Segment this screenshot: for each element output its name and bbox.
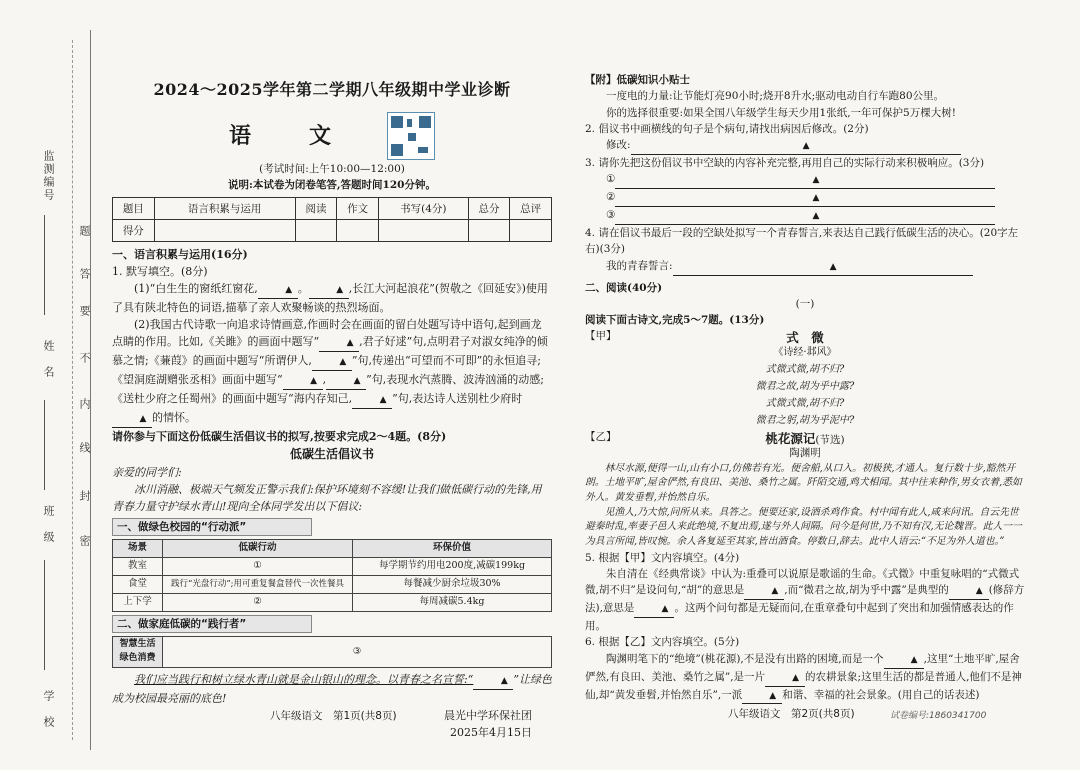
table-header: 低碳行动 <box>163 540 353 558</box>
label-yi: 【乙】 <box>585 431 617 444</box>
score-header: 语言积累与运用 <box>154 198 295 220</box>
answer-blank[interactable]: ▲ <box>473 671 513 690</box>
page-footer: 八年级语文 第1页(共8页) <box>270 710 397 722</box>
question-6: 6. 根据【乙】文内容填空。(5分) <box>585 636 740 649</box>
seal-char: 答 <box>78 268 91 281</box>
answer-blank[interactable]: ▲ <box>615 189 995 207</box>
poem-line: 微君之故,胡为乎中露? <box>755 381 855 393</box>
greeting: 亲爱的同学们: <box>112 465 182 479</box>
answer-blank[interactable]: ▲ <box>615 171 995 189</box>
seal-char: 密 <box>78 535 91 548</box>
name-label: 姓 名 <box>42 340 55 379</box>
score-table <box>112 197 552 242</box>
score-header: 总评 <box>510 198 552 220</box>
poem-line: 式微式微,胡不归? <box>765 364 845 376</box>
score-header: 书写(4分) <box>378 198 468 220</box>
instruction: 请你参与下面这份低碳生活倡议书的拟写,按要求完成2～4题。(8分) <box>112 430 447 444</box>
answer-blank[interactable]: ▲ <box>319 333 359 352</box>
exam-note: 说明:本试卷为闭卷笔答,答题时间120分钟。 <box>228 179 436 192</box>
score-header: 阅读 <box>295 198 337 220</box>
section-heading: 二、阅读(40分) <box>585 281 663 294</box>
poem-line: 微君之躬,胡为乎泥中? <box>755 415 855 427</box>
exam-title: 2024～2025学年第二学期八年级期中学业诊断 <box>153 80 511 99</box>
question-1-2: (2)我国古代诗歌一向追求诗情画意,作画时会在画面的留白处题写诗中语句,起到画龙点睛的作用。比如,《关雎》的画面中题写“ ▲ ,君子好逑”句,点明君子对淑女纯净的倾慕之情;《蒹葭》的画面中题写“所谓伊人, ▲ ”句,传递出“可望而不可即”的永恒追寻;《望洞庭湖赠张丞相》画面中题写“ ▲ , ▲ ”句,表现水汽蒸腾、波涛汹涌的动感;《送杜少府之任蜀州》的画面中题写“海内存知己, ▲ ”句,表达诗人送别杜少府时▲ 的情怀。 <box>112 316 552 428</box>
table-header: 场景 <box>113 540 163 558</box>
score-row-label: 得分 <box>113 220 155 242</box>
answer-blank[interactable]: ▲ <box>765 669 805 687</box>
exam-number-label: 监测编号 <box>42 150 55 202</box>
tips-line: 一度电的力量:让节能灯亮90小时;烧开8升水;驱动电动自行车跑80公里。 <box>606 90 945 103</box>
tips-title: 【附】低碳知识小贴士 <box>585 74 690 86</box>
seal-line <box>72 40 73 740</box>
binding-margin <box>0 0 100 770</box>
prose-paragraph: 见渔人,乃大惊,问所从来。具答之。便要还家,设酒杀鸡作食。村中闻有此人,咸来问讯。自云先世避秦时乱,率妻子邑人来此绝境,不复出焉,遂与外人间隔。问今是何世,乃不知有汉,无论魏晋。此人一一为具言所闻,皆叹惋。余人各复延至其家,皆出酒食。停数日,辞去。此中人语云:“不足为外人道也。” <box>585 506 1022 548</box>
page-footer: 八年级语文 第2页(共8页) <box>728 708 855 720</box>
seal-char: 要 <box>78 305 91 318</box>
exam-code: 试卷编号:1860341700 <box>890 711 987 721</box>
table-row: 上下学 ② 每周减碳5.4kg <box>113 593 552 611</box>
answer-blank[interactable]: ③ <box>163 637 552 668</box>
score-header: 作文 <box>337 198 379 220</box>
prose-author: 陶渊明 <box>789 447 821 460</box>
question-1: 1. 默写填空。(8分) <box>112 265 208 279</box>
answer-blank[interactable]: ▲ <box>884 651 924 669</box>
answer-blank[interactable]: ▲ <box>258 280 298 299</box>
closing-paragraph: 我们应当践行和树立绿水青山就是金山银山的理念。以青春之名宣誓:“ ▲ ”让绿色成为校园最亮丽的底色! <box>112 673 552 705</box>
answer-blank[interactable]: ▲ <box>312 352 352 371</box>
answer-line: ③ ▲ <box>585 207 1025 225</box>
score-header: 题目 <box>113 198 155 220</box>
proposal-title: 低碳生活倡议书 <box>289 447 374 462</box>
score-cell[interactable] <box>378 220 468 242</box>
section-heading: 一、语言积累与运用(16分) <box>112 248 248 262</box>
seal-char: 内 <box>78 398 91 411</box>
answer-blank[interactable]: ▲ <box>112 409 152 428</box>
seal-char: 封 <box>78 490 91 503</box>
answer-blank[interactable]: ▲ <box>283 371 323 390</box>
poem-source: 《诗经·邶风》 <box>773 347 837 359</box>
question-1-1: (1)“白生生的窗纸红窗花, ▲ 。 ▲ ,长江大河起浪花”(贺敬之《回延安》)使用了具有陕北特色的词语,描摹了亲人欢聚畅谈的热烈场面。 <box>112 282 548 315</box>
poem-line: 式微式微,胡不归? <box>765 398 845 410</box>
answer-blank[interactable]: ▲ <box>309 280 349 299</box>
subject-row <box>112 111 552 161</box>
table-header: 环保价值 <box>353 540 552 558</box>
score-cell[interactable] <box>337 220 379 242</box>
answer-blank[interactable]: ② <box>163 593 353 611</box>
score-cell[interactable] <box>154 220 295 242</box>
answer-line: 修改: ▲ <box>585 137 1025 155</box>
question-2: 2. 倡议书中画横线的句子是个病句,请找出病因后修改。(2分) <box>585 122 869 135</box>
answer-blank[interactable]: ▲ <box>949 582 989 600</box>
binding-line <box>90 30 91 750</box>
school-label: 学 校 <box>42 690 55 729</box>
question-5: 5. 根据【甲】文内容填空。(4分) <box>585 551 740 564</box>
home-action-table <box>112 636 552 668</box>
answer-blank[interactable]: ▲ <box>742 687 782 705</box>
table-header: 智慧生活绿色消费 <box>113 637 163 668</box>
score-cell[interactable] <box>468 220 510 242</box>
campus-action-table <box>112 539 552 612</box>
right-page <box>585 72 1025 701</box>
seal-char: 不 <box>78 352 91 365</box>
prose-note: (节选) <box>815 434 845 447</box>
score-cell[interactable] <box>510 220 552 242</box>
answer-line: ① ▲ <box>585 171 1025 189</box>
table-row: 食堂 践行“光盘行动”;用可重复餐盒替代一次性餐具 每餐减少厨余垃圾30% <box>113 575 552 593</box>
answer-blank[interactable]: ▲ <box>352 390 392 409</box>
seal-char: 题 <box>78 225 91 238</box>
subheading-home: 二、做家庭低碳的“践行者” <box>112 615 312 633</box>
answer-line: 我的青春誓言: ▲ <box>585 258 1025 276</box>
prose-paragraph: 林尽水源,便得一山,山有小口,仿佛若有光。便舍船,从口入。初极狭,才通人。复行数十步,豁然开朗。土地平旷,屋舍俨然,有良田、美池、桑竹之属。阡陌交通,鸡犬相闻。其中往来种作,男女衣着,悉如外人。黄发垂髫,并怡然自乐。 <box>585 462 1022 503</box>
instruction: 阅读下面古诗文,完成5～7题。(13分) <box>585 314 765 327</box>
answer-blank[interactable]: ▲ <box>673 258 973 276</box>
subject-title: 语 文 <box>228 122 349 149</box>
class-label: 班 级 <box>42 505 55 544</box>
question-6-text: 陶渊明笔下的“绝境”(桃花源),不是没有出路的困境,而是一个 ▲ ,这里“土地平旷,屋舍俨然,有良田、美池、桑竹之属”,是一片 ▲ 的农耕景象;这里生活的都是普通人,他们不是神仙,却“黄发垂髫,并怡然自乐”,一派 ▲ 和谐、幸福的社会景象。(用自己的话表述) <box>585 651 1025 705</box>
prose-title: 桃花源记 <box>765 431 816 447</box>
answer-blank[interactable]: ▲ <box>326 371 366 390</box>
question-5-text: 朱自清在《经典常谈》中认为:重叠可以说原是歌谣的生命。《式微》中重复咏唱的“式微式微,胡不归”是设问句,“胡”的意思是 ▲ ,而“微君之故,胡为乎中露”是典型的 ▲ (修辞方法),意思是 ▲ 。这两个问句都是无疑而问,在重章叠句中起到了突出和加强情感表达的作用。 <box>585 568 1025 633</box>
exam-time: (考试时间:上午10:00—12:00) <box>259 162 405 175</box>
score-header: 总分 <box>468 198 510 220</box>
subheading-campus: 一、做绿色校园的“行动派” <box>112 518 312 536</box>
poem-title: 式 微 <box>786 330 824 346</box>
seal-char: 线 <box>78 442 91 455</box>
part-heading: (一) <box>795 297 815 310</box>
qr-code-icon <box>387 112 435 160</box>
label-jia: 【甲】 <box>585 330 617 343</box>
question-3: 3. 请你先把这份倡议书中空缺的内容补充完整,再用自己的实际行动来积极响应。(3分) <box>585 157 985 169</box>
tips-line: 你的选择很重要:如果全国八年级学生每天少用1张纸,一年可保护5万棵大树! <box>606 106 956 119</box>
answer-blank[interactable]: ▲ <box>634 600 674 618</box>
proposal-paragraph: 冰川消融、极端天气频发正警示我们:保护环境刻不容缓!让我们做低碳行动的先锋,用青春力量守护绿水青山!现向全体同学发出以下倡议: <box>112 482 542 513</box>
answer-blank[interactable]: ▲ <box>631 137 961 155</box>
date: 2025年4月15日 <box>450 726 532 740</box>
question-4: 4. 请在倡议书最后一段的空缺处拟写一个青春誓言,来表达自己践行低碳生活的决心。(20字左右)(3分) <box>585 227 1019 256</box>
answer-blank[interactable]: ▲ <box>615 207 995 225</box>
answer-blank[interactable]: ▲ <box>744 582 784 600</box>
answer-blank[interactable]: ① <box>163 557 353 575</box>
signature: 晨光中学环保社团 <box>444 709 532 723</box>
table-row: 教室 ① 每学期节约用电200度,减碳199kg <box>113 557 552 575</box>
answer-line: ② ▲ <box>585 189 1025 207</box>
score-cell[interactable] <box>295 220 337 242</box>
